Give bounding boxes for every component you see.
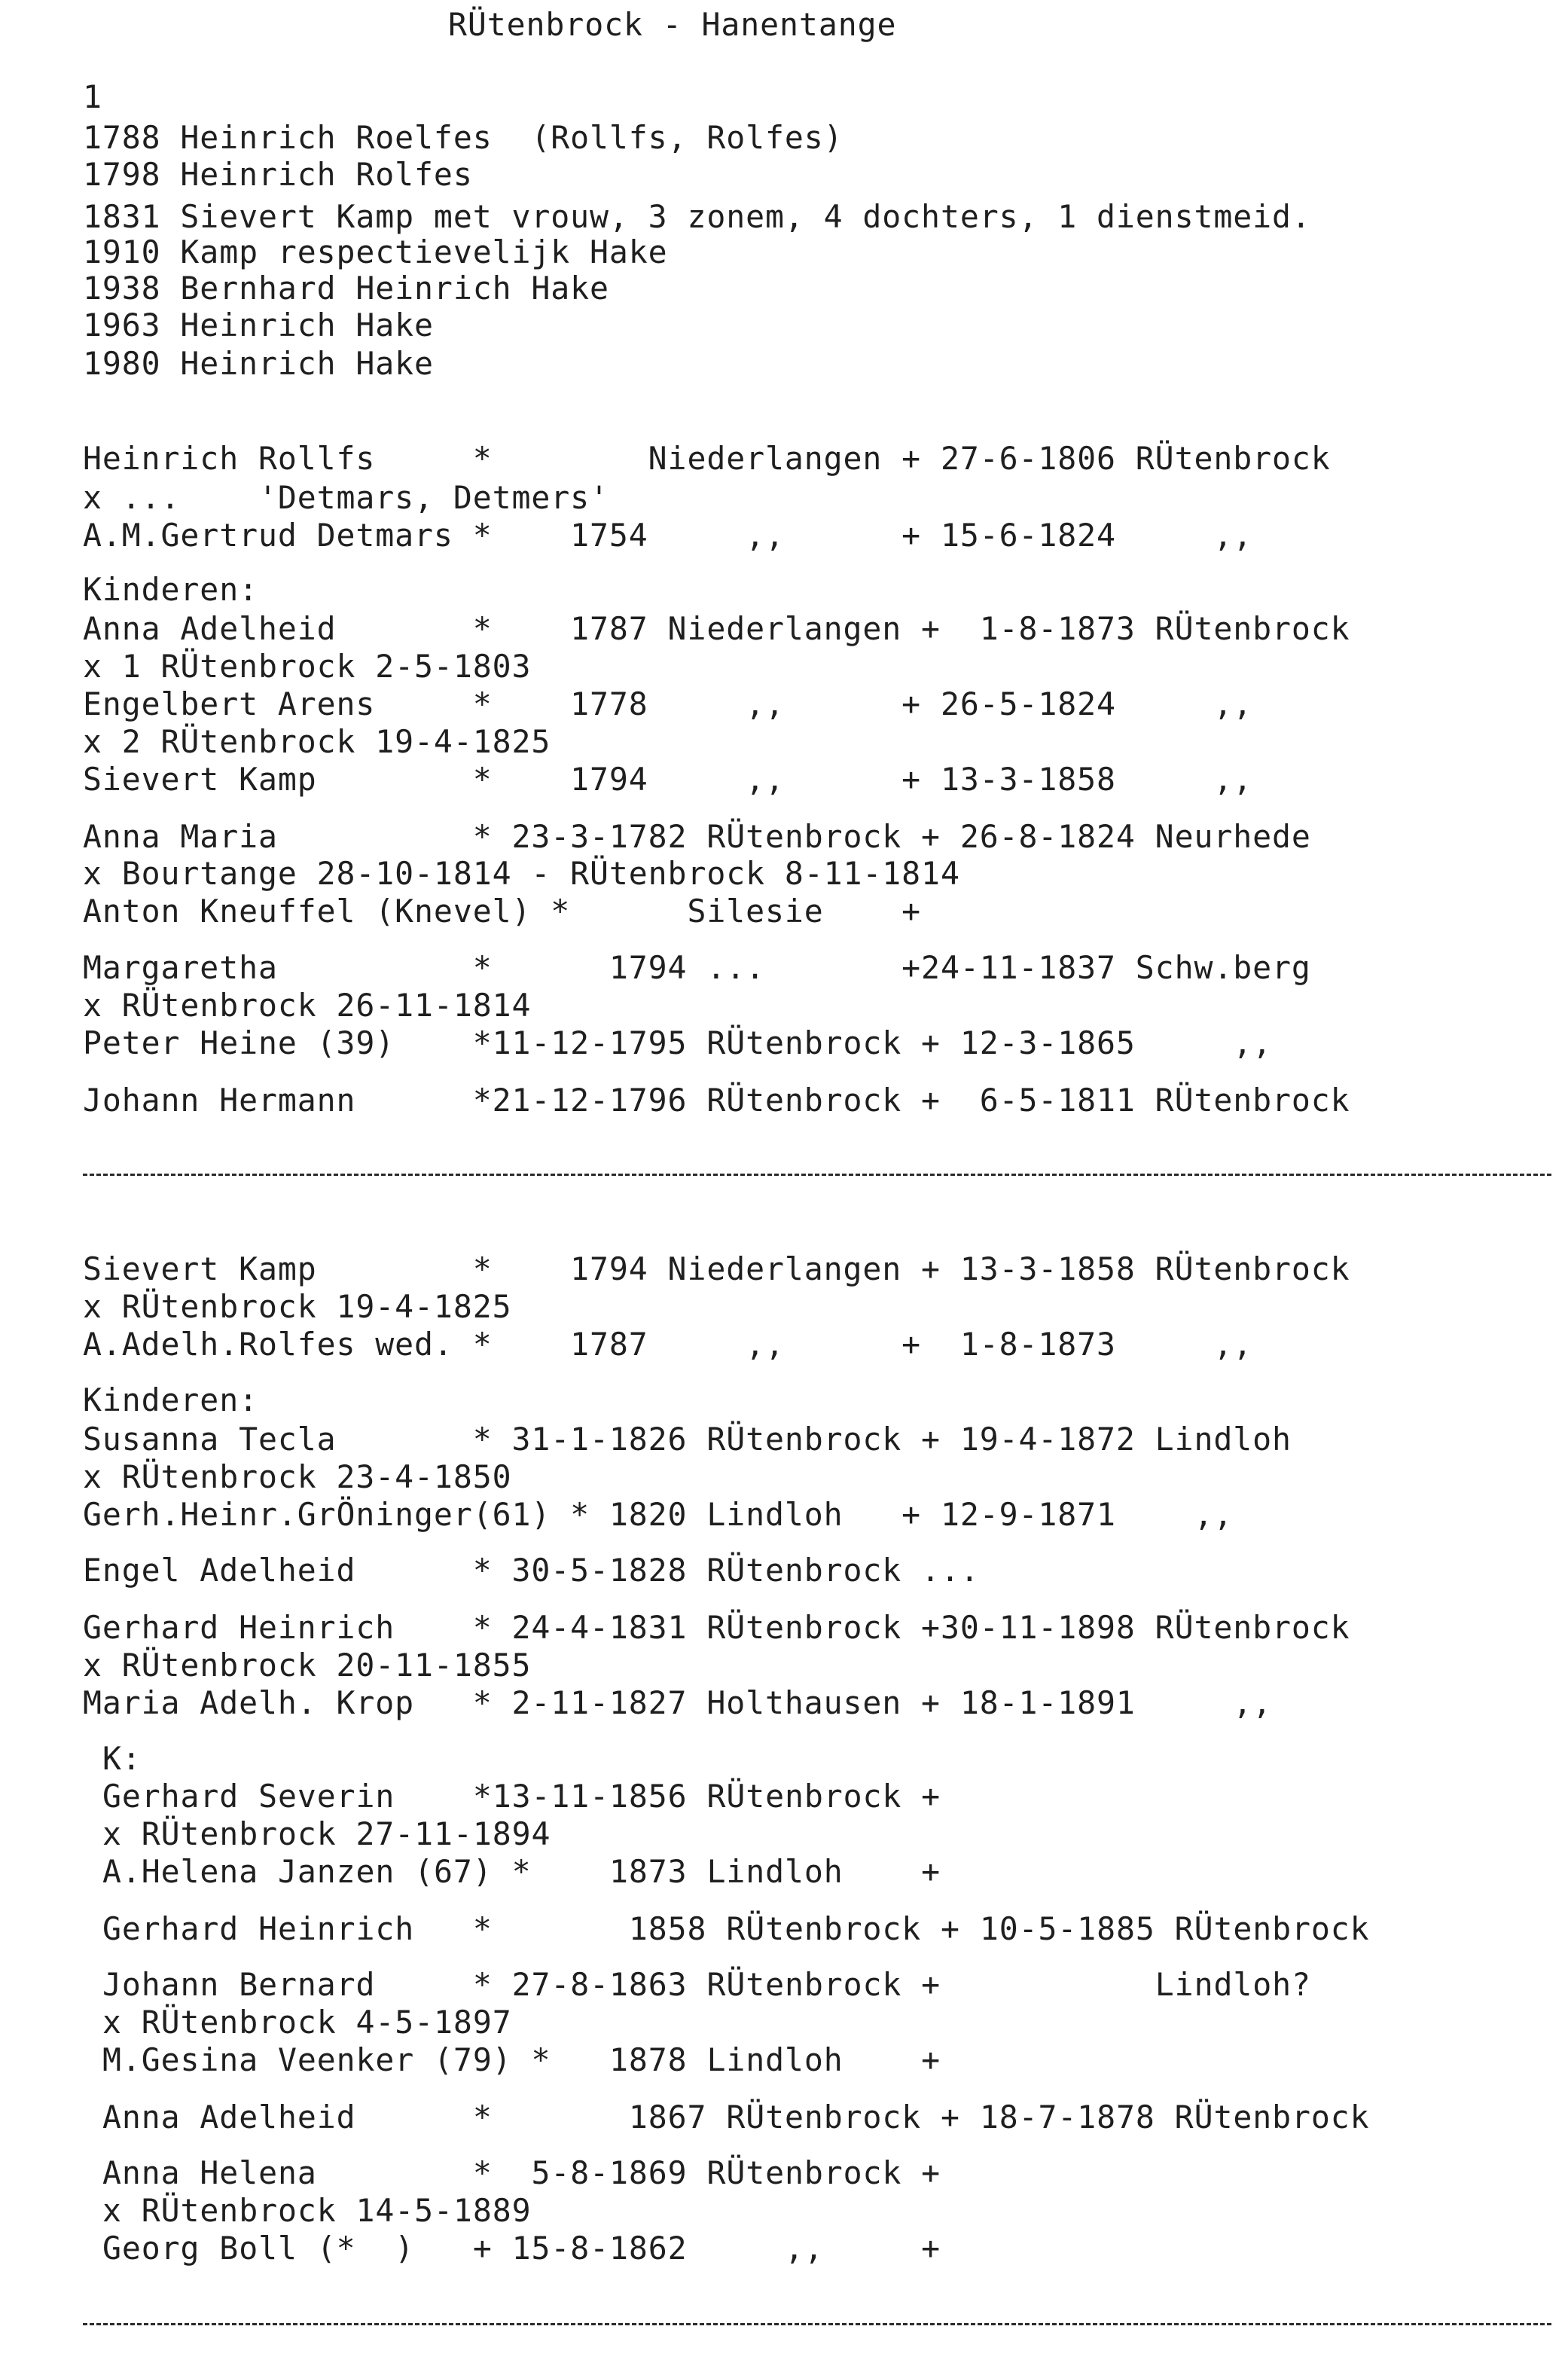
history-line: 1798 Heinrich Rolfes: [83, 156, 473, 193]
family1-entry: Anna Maria * 23-3-1782 RÜtenbrock + 26-8-1824 Neurhede: [83, 818, 1311, 855]
family2-entry: Sievert Kamp * 1794 Niederlangen + 13-3-1858 RÜtenbrock: [83, 1250, 1350, 1287]
family2-entry: Susanna Tecla * 31-1-1826 RÜtenbrock + 19-4-1872 Lindloh: [83, 1421, 1292, 1458]
section-divider: [83, 2323, 1551, 2325]
family1-entry: Anna Adelheid * 1787 Niederlangen + 1-8-1873 RÜtenbrock: [83, 610, 1350, 647]
family2-entry: x RÜtenbrock 14-5-1889: [102, 2192, 532, 2229]
family2-entry: Gerhard Heinrich * 1858 RÜtenbrock + 10-5-1885 RÜtenbrock: [102, 1910, 1370, 1947]
history-line: 1788 Heinrich Roelfes (Rollfs, Rolfes): [83, 119, 843, 156]
family2-entry: Gerhard Severin *13-11-1856 RÜtenbrock +: [102, 1778, 941, 1815]
family2-heading: Kinderen:: [83, 1381, 258, 1418]
family2-entry: Anna Helena * 5-8-1869 RÜtenbrock +: [102, 2154, 941, 2191]
section-divider: [83, 1174, 1551, 1176]
family2-entry: Georg Boll (* ) + 15-8-1862 ,, +: [102, 2230, 941, 2267]
family1-entry: x 1 RÜtenbrock 2-5-1803: [83, 648, 532, 685]
family2-entry: x RÜtenbrock 23-4-1850: [83, 1458, 512, 1495]
family2-entry: Engel Adelheid * 30-5-1828 RÜtenbrock ...: [83, 1552, 980, 1589]
history-number: 1: [83, 78, 102, 115]
family1-entry: Engelbert Arens * 1778 ,, + 26-5-1824 ,,: [83, 685, 1253, 722]
family2-entry: Johann Bernard * 27-8-1863 RÜtenbrock + Lindloh?: [102, 1966, 1311, 2003]
history-line: 1963 Heinrich Hake: [83, 307, 434, 343]
family1-entry: Johann Hermann *21-12-1796 RÜtenbrock + 6-5-1811 RÜtenbrock: [83, 1082, 1350, 1119]
family2-entry: A.Helena Janzen (67) * 1873 Lindloh +: [102, 1853, 941, 1890]
history-line: 1938 Bernhard Heinrich Hake: [83, 270, 609, 307]
family2-entry: x RÜtenbrock 27-11-1894: [102, 1815, 551, 1852]
family1-entry: A.M.Gertrud Detmars * 1754 ,, + 15-6-1824 ,,: [83, 517, 1253, 554]
page-title: RÜtenbrock - Hanentange: [448, 6, 897, 43]
family1-entry: x Bourtange 28-10-1814 - RÜtenbrock 8-11-1814: [83, 855, 960, 892]
family1-heading: Kinderen:: [83, 571, 258, 608]
family1-entry: x 2 RÜtenbrock 19-4-1825: [83, 723, 551, 760]
family1-entry: Anton Kneuffel (Knevel) * Silesie +: [83, 893, 922, 930]
family2-entry: A.Adelh.Rolfes wed. * 1787 ,, + 1-8-1873 ,,: [83, 1326, 1253, 1363]
family2-entry: M.Gesina Veenker (79) * 1878 Lindloh +: [102, 2041, 941, 2078]
family2-entry: x RÜtenbrock 4-5-1897: [102, 2004, 512, 2041]
family2-entry: x RÜtenbrock 20-11-1855: [83, 1647, 532, 1684]
history-line: 1980 Heinrich Hake: [83, 345, 434, 382]
family1-entry: x ... 'Detmars, Detmers': [83, 479, 609, 516]
family1-entry: Heinrich Rollfs * Niederlangen + 27-6-1806 RÜtenbrock: [83, 440, 1331, 477]
history-line: 1910 Kamp respectievelijk Hake: [83, 234, 668, 270]
family1-entry: Sievert Kamp * 1794 ,, + 13-3-1858 ,,: [83, 761, 1253, 798]
family2-entry: Gerhard Heinrich * 24-4-1831 RÜtenbrock +30-11-1898 RÜtenbrock: [83, 1609, 1350, 1646]
family2-entry: x RÜtenbrock 19-4-1825: [83, 1288, 512, 1325]
family2-entry: Anna Adelheid * 1867 RÜtenbrock + 18-7-1878 RÜtenbrock: [102, 2099, 1370, 2136]
family2-subheading: K:: [102, 1740, 142, 1777]
history-line: 1831 Sievert Kamp met vrouw, 3 zonem, 4 dochters, 1 dienstmeid.: [83, 198, 1311, 235]
family1-entry: Peter Heine (39) *11-12-1795 RÜtenbrock + 12-3-1865 ,,: [83, 1024, 1272, 1061]
family1-entry: Margaretha * 1794 ... +24-11-1837 Schw.berg: [83, 949, 1311, 986]
family2-entry: Maria Adelh. Krop * 2-11-1827 Holthausen + 18-1-1891 ,,: [83, 1684, 1272, 1721]
family2-entry: Gerh.Heinr.GrÖninger(61) * 1820 Lindloh + 12-9-1871 ,,: [83, 1496, 1234, 1533]
family1-entry: x RÜtenbrock 26-11-1814: [83, 987, 532, 1024]
